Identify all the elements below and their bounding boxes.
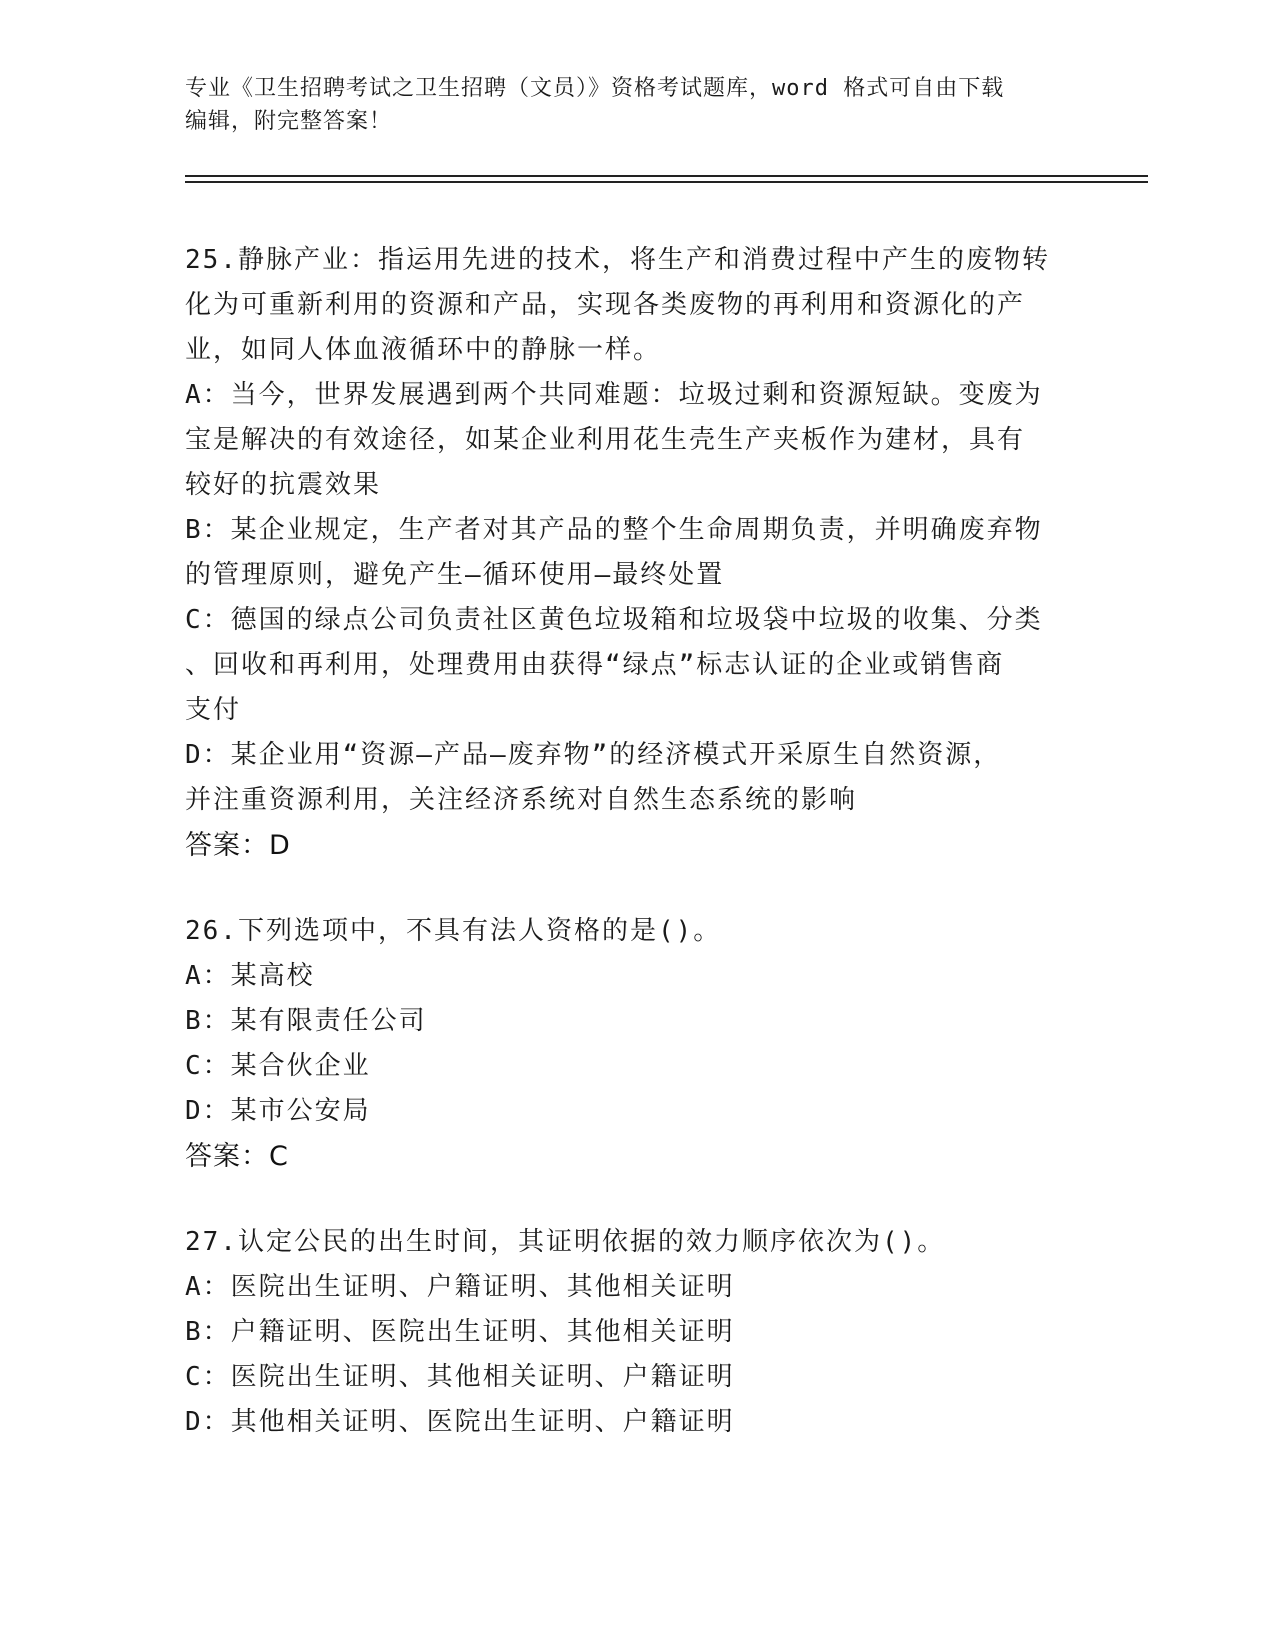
option-line: 的管理原则，避免产生—循环使用—最终处置 [185, 560, 725, 590]
header-divider-top [185, 175, 1148, 177]
question-26 [185, 909, 1085, 1180]
header-line-1: 专业《卫生招聘考试之卫生招聘（文员）》资格考试题库，word 格式可自由下载 [185, 76, 1005, 101]
question-list [185, 238, 1085, 1485]
option-line: 支付 [185, 695, 242, 725]
header-line-2: 编辑，附完整答案！ [185, 109, 393, 134]
header-divider-bottom [185, 181, 1148, 183]
option-line: 宝是解决的有效途径，如某企业利用花生壳生产夹板作为建材，具有 [185, 425, 1026, 455]
option-a: A：医院出生证明、户籍证明、其他相关证明 [185, 1272, 735, 1302]
option-line: 、回收和再利用，处理费用由获得“绿点”标志认证的企业或销售商 [185, 650, 1005, 680]
answer-label: 答案：D [185, 830, 291, 861]
option-b: B：户籍证明、医院出生证明、其他相关证明 [185, 1317, 735, 1347]
question-27 [185, 1220, 1085, 1445]
answer-label: 答案：C [185, 1141, 289, 1172]
option-c: C：某合伙企业 [185, 1051, 371, 1081]
option-a: A：某高校 [185, 961, 315, 991]
question-stem-line: 业，如同人体血液循环中的静脉一样。 [185, 335, 662, 365]
option-c: C：医院出生证明、其他相关证明、户籍证明 [185, 1362, 735, 1392]
option-line: B：某企业规定，生产者对其产品的整个生命周期负责，并明确废弃物 [185, 515, 1043, 545]
option-b [185, 508, 1085, 598]
option-line: A：当今，世界发展遇到两个共同难题：垃圾过剩和资源短缺。变废为 [185, 380, 1043, 410]
option-b: B：某有限责任公司 [185, 1006, 427, 1036]
option-line: C：德国的绿点公司负责社区黄色垃圾箱和垃圾袋中垃圾的收集、分类 [185, 605, 1043, 635]
option-c [185, 598, 1085, 733]
document-header [185, 72, 1085, 138]
option-line: 并注重资源利用，关注经济系统对自然生态系统的影响 [185, 785, 858, 815]
question-25 [185, 238, 1085, 869]
question-stem-line: 25.静脉产业：指运用先进的技术，将生产和消费过程中产生的废物转 [185, 245, 1050, 275]
option-a [185, 373, 1085, 508]
question-stem-line: 27.认定公民的出生时间，其证明依据的效力顺序依次为()。 [185, 1227, 946, 1257]
question-stem-line: 26.下列选项中，不具有法人资格的是()。 [185, 916, 722, 946]
option-d: D：某市公安局 [185, 1096, 371, 1126]
question-stem-line: 化为可重新利用的资源和产品，实现各类废物的再利用和资源化的产 [185, 290, 1026, 320]
option-line: D：某企业用“资源—产品—废弃物”的经济模式开采原生自然资源， [185, 740, 1002, 770]
option-line: 较好的抗震效果 [185, 470, 382, 500]
option-d: D：其他相关证明、医院出生证明、户籍证明 [185, 1407, 735, 1437]
option-d [185, 733, 1085, 823]
